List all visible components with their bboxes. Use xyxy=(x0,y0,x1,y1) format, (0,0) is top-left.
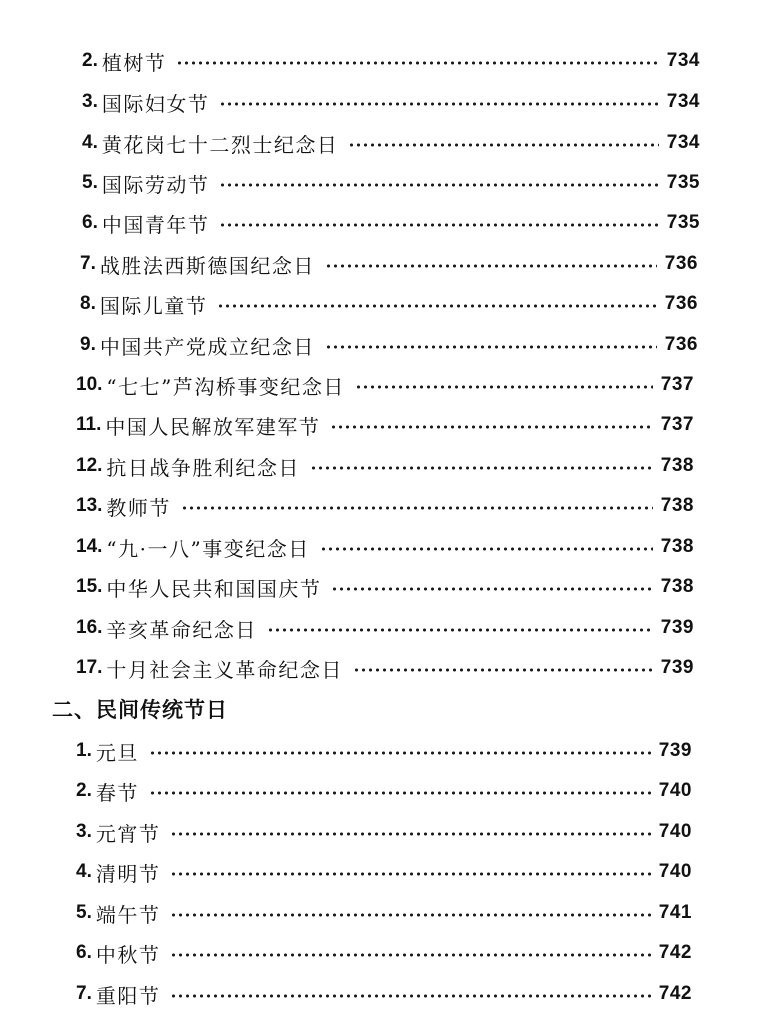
entry-page-number: 736 xyxy=(664,334,698,355)
entry-page-number: 738 xyxy=(660,455,694,476)
toc-entry xyxy=(76,408,694,442)
entry-title: 国际儿童节 xyxy=(99,293,208,318)
entry-number: 9. xyxy=(80,334,96,355)
toc-entry xyxy=(76,489,694,523)
toc-entry xyxy=(76,449,694,483)
entry-page-number: 735 xyxy=(666,212,700,233)
entry-title: 中国青年节 xyxy=(101,212,210,237)
entry-title: 中国共产党成立纪念日 xyxy=(99,334,315,359)
entry-page-number: 734 xyxy=(666,132,700,153)
entry-number: 6. xyxy=(82,212,98,233)
dot-leader xyxy=(170,815,650,849)
toc-entry xyxy=(80,247,698,281)
dot-leader xyxy=(176,44,658,78)
toc-entry xyxy=(82,206,700,240)
dot-leader xyxy=(325,328,657,362)
entry-title: “七七”芦沟桥事变纪念日 xyxy=(106,374,345,399)
entry-title: 抗日战争胜利纪念日 xyxy=(106,455,300,480)
entry-title: 十月社会主义革命纪念日 xyxy=(106,657,343,682)
entry-title: 中国人民解放军建军节 xyxy=(105,414,321,439)
dot-leader xyxy=(170,896,650,930)
dot-leader xyxy=(219,206,658,240)
entry-page-number: 738 xyxy=(660,576,694,597)
entry-title: 国际劳动节 xyxy=(101,172,210,197)
entry-number: 5. xyxy=(82,172,98,193)
entry-number: 12. xyxy=(76,455,103,476)
toc-entry xyxy=(76,570,694,604)
toc-entry xyxy=(76,774,692,808)
toc-entry xyxy=(76,734,692,768)
toc-entry xyxy=(76,815,692,849)
entry-page-number: 742 xyxy=(658,983,692,1004)
dot-leader xyxy=(181,489,653,523)
toc-entry xyxy=(80,328,698,362)
dot-leader xyxy=(310,449,653,483)
dot-leader xyxy=(170,977,650,1011)
entry-page-number: 736 xyxy=(664,253,698,274)
entry-number: 4. xyxy=(82,132,98,153)
dot-leader xyxy=(320,530,653,564)
entry-number: 7. xyxy=(80,253,96,274)
entry-title: 春节 xyxy=(95,780,139,805)
entry-number: 1. xyxy=(76,740,92,761)
section-heading: 二、民间传统节日 xyxy=(52,698,228,722)
dot-leader xyxy=(325,247,657,281)
dot-leader xyxy=(149,774,651,808)
entry-page-number: 740 xyxy=(658,821,692,842)
dot-leader xyxy=(355,368,653,402)
entry-number: 17. xyxy=(76,657,103,678)
entry-number: 16. xyxy=(76,617,103,638)
dot-leader xyxy=(267,611,653,645)
dot-leader xyxy=(217,287,656,321)
entry-number: 10. xyxy=(76,374,103,395)
entry-number: 2. xyxy=(82,50,98,71)
dot-leader xyxy=(170,855,650,889)
toc-entry xyxy=(76,855,692,889)
entry-page-number: 737 xyxy=(660,374,694,395)
toc-entry xyxy=(76,368,694,402)
entry-title: 战胜法西斯德国纪念日 xyxy=(99,253,315,278)
entry-title: “九·一八”事变纪念日 xyxy=(106,536,310,561)
entry-title: 中秋节 xyxy=(95,942,161,967)
dot-leader xyxy=(331,570,652,604)
entry-number: 11. xyxy=(76,414,102,435)
toc-entry xyxy=(76,896,692,930)
toc-entry xyxy=(82,126,700,160)
entry-title: 中华人民共和国国庆节 xyxy=(106,576,322,601)
toc-entry xyxy=(76,611,694,645)
entry-page-number: 739 xyxy=(660,617,694,638)
entry-page-number: 739 xyxy=(660,657,694,678)
toc-entry xyxy=(76,936,692,970)
entry-title: 清明节 xyxy=(95,861,161,886)
entry-title: 元旦 xyxy=(95,740,139,765)
entry-page-number: 736 xyxy=(664,293,698,314)
dot-leader xyxy=(219,85,658,119)
entry-title: 端午节 xyxy=(95,902,161,927)
entry-title: 重阳节 xyxy=(95,983,161,1008)
entry-page-number: 734 xyxy=(666,91,700,112)
toc-entry xyxy=(76,530,694,564)
entry-title: 教师节 xyxy=(106,495,171,520)
entry-number: 14. xyxy=(76,536,103,557)
entry-number: 3. xyxy=(76,821,92,842)
entry-page-number: 741 xyxy=(658,902,692,923)
entry-number: 13. xyxy=(76,495,103,516)
entry-page-number: 734 xyxy=(666,50,700,71)
entry-page-number: 740 xyxy=(658,780,692,801)
dot-leader xyxy=(149,734,651,768)
entry-page-number: 740 xyxy=(658,861,692,882)
toc-entry xyxy=(76,651,694,685)
entry-title: 黄花岗七十二烈士纪念日 xyxy=(101,132,339,157)
entry-number: 6. xyxy=(76,942,92,963)
entry-page-number: 742 xyxy=(658,942,692,963)
toc-entry xyxy=(82,85,700,119)
entry-title: 国际妇女节 xyxy=(101,91,210,116)
toc-entry xyxy=(82,44,700,78)
entry-number: 7. xyxy=(76,983,92,1004)
dot-leader xyxy=(219,166,658,200)
entry-page-number: 738 xyxy=(660,536,694,557)
entry-title: 植树节 xyxy=(101,50,167,75)
entry-number: 5. xyxy=(76,902,92,923)
entry-page-number: 738 xyxy=(660,495,694,516)
entry-title: 元宵节 xyxy=(95,821,161,846)
entry-number: 4. xyxy=(76,861,92,882)
dot-leader xyxy=(170,936,650,970)
entry-number: 15. xyxy=(76,576,103,597)
dot-leader xyxy=(348,126,658,160)
entry-number: 8. xyxy=(80,293,96,314)
dot-leader xyxy=(330,408,652,442)
entry-page-number: 739 xyxy=(658,740,692,761)
entry-number: 2. xyxy=(76,780,92,801)
toc-entry xyxy=(80,287,698,321)
toc-entry xyxy=(76,977,692,1011)
entry-page-number: 735 xyxy=(666,172,700,193)
entry-number: 3. xyxy=(82,91,98,112)
dot-leader xyxy=(353,651,653,685)
entry-title: 辛亥革命纪念日 xyxy=(106,617,257,642)
toc-entry xyxy=(82,166,700,200)
entry-page-number: 737 xyxy=(660,414,694,435)
